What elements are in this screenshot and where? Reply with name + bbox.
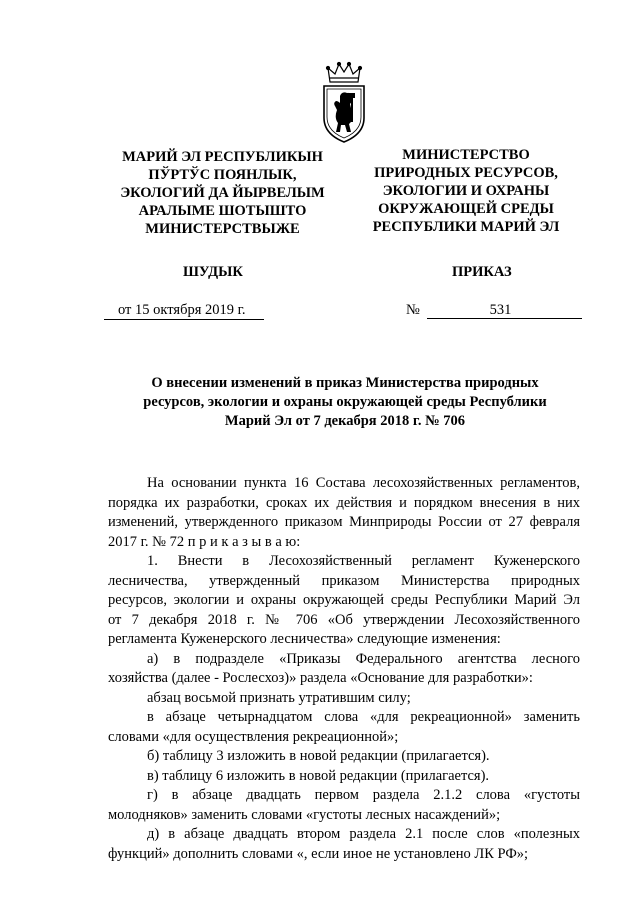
body-line: словами «для осуществления рекреационной»; — [108, 728, 399, 745]
header-right-line: МИНИСТЕРСТВО — [402, 147, 530, 163]
body-line: 2017 г. № 72 п р и к а з ы в а ю: — [108, 533, 301, 550]
body-line: а) в подразделе «Приказы Федерального агентства лесного — [147, 650, 580, 667]
body-line: в абзаце четырнадцатом слова «для рекреационной» заменить — [147, 709, 580, 725]
header-left-line: МАРИЙ ЭЛ РЕСПУБЛИКЫН — [122, 149, 323, 165]
body-line: лесничества, утвержденный приказом Министерства природных — [108, 572, 580, 589]
body-line: изменений, утвержденного приказом Минприроды России от 27 февраля — [108, 514, 580, 530]
doc-date: от 15 октября 2019 г. — [104, 301, 264, 320]
title-line: ресурсов, экологии и охраны окружающей среды Республики — [143, 394, 547, 410]
header-left-marian — [95, 148, 350, 238]
body-line: хозяйства (далее - Рослесхоз)» раздела «Основание для разработки»: — [108, 670, 533, 686]
doc-number: 531 — [427, 301, 582, 319]
number-sign: № — [406, 302, 420, 318]
body-line: от 7 декабря 2018 г. № 706 «Об утверждении Лесохозяйственного — [108, 611, 580, 628]
body-line: б) таблицу 3 изложить в новой редакции (прилагается). — [147, 748, 490, 764]
coat-of-arms-icon — [318, 60, 370, 145]
body-line: регламента Куженерского лесничества» следующие изменения: — [108, 631, 501, 647]
header-left-line: АРАЛЫМЕ ШОТЫШТО — [138, 203, 307, 219]
order-body — [108, 474, 580, 864]
doc-type-marian: ШУДЫК — [183, 264, 243, 280]
body-line: На основании пункта 16 Состава лесохозяйственных регламентов, — [147, 475, 580, 491]
header-right-russian — [353, 146, 579, 236]
header-right-line: ПРИРОДНЫХ РЕСУРСОВ, — [374, 165, 558, 181]
body-line: ресурсов, экологии и охраны окружающей среды Республики Марий Эл — [108, 592, 580, 608]
body-line: в) таблицу 6 изложить в новой редакции (прилагается). — [147, 767, 490, 784]
title-line: О внесении изменений в приказ Министерства природных — [151, 375, 539, 391]
body-line: молодняков» заменить словами «густоты лесных насаждений»; — [108, 806, 501, 823]
body-line: абзац восьмой признать утратившим силу; — [147, 689, 411, 706]
doc-type-russian: ПРИКАЗ — [452, 264, 512, 280]
body-line: 1. Внести в Лесохозяйственный регламент Куженерского — [147, 553, 580, 569]
body-line: г) в абзаце двадцать первом раздела 2.1.2 слова «густоты — [147, 787, 580, 803]
header-left-line: МИНИСТЕРСТВЫЖЕ — [145, 221, 300, 237]
header-left-line: ЭКОЛОГИЙ ДА ЙЫРВЕЛЫМ — [120, 185, 325, 201]
header-right-line: РЕСПУБЛИКИ МАРИЙ ЭЛ — [372, 219, 560, 235]
header-left-line: ПЎРТЎС ПОЯНЛЫК, — [148, 167, 297, 183]
header-right-line: ОКРУЖАЮЩЕЙ СРЕДЫ — [378, 201, 554, 217]
order-title — [110, 374, 580, 431]
body-line: функций» дополнить словами «, если иное не установлено ЛК РФ»; — [108, 845, 529, 862]
title-line: Марий Эл от 7 декабря 2018 г. № 706 — [224, 413, 466, 429]
header-right-line: ЭКОЛОГИИ И ОХРАНЫ — [382, 183, 550, 199]
body-line: д) в абзаце двадцать втором раздела 2.1 после слов «полезных — [147, 826, 580, 842]
body-line: порядка их разработки, сроках их действия и порядком внесения в них — [108, 494, 580, 511]
